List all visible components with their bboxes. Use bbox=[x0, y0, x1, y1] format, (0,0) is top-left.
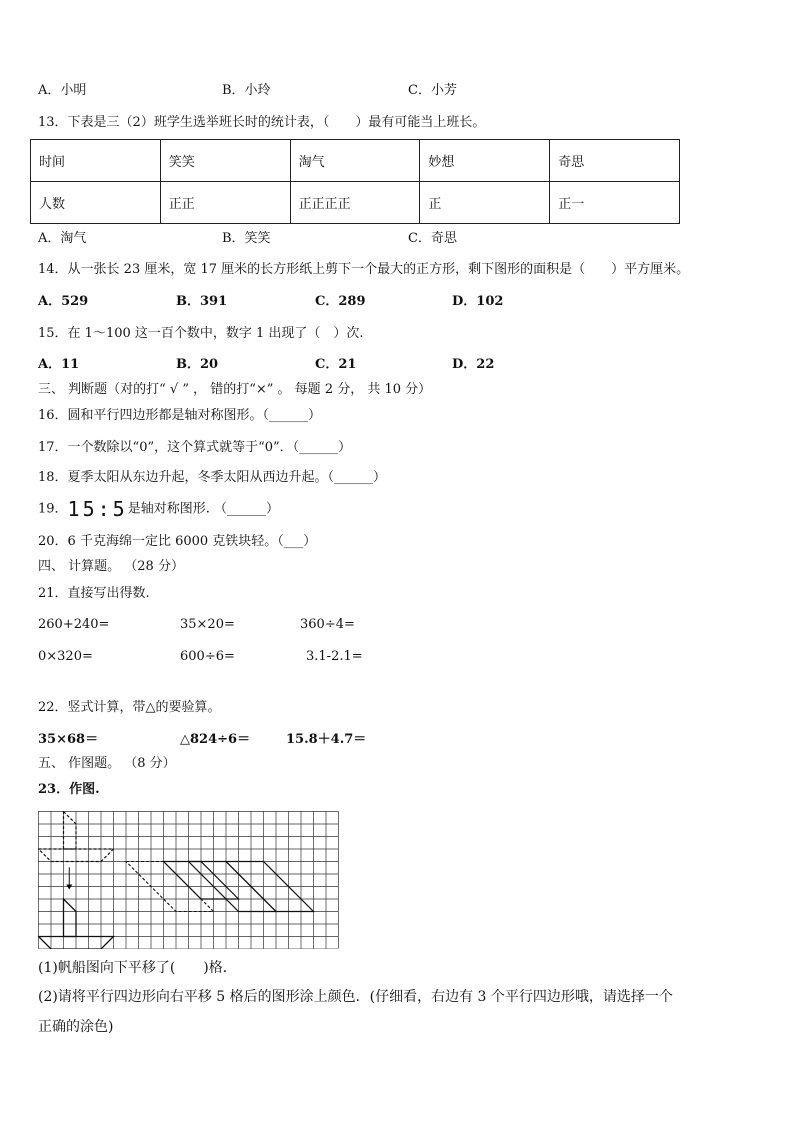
q14-option-a: A．529 bbox=[38, 294, 89, 309]
table-cell: 人数 bbox=[31, 182, 161, 224]
q14-stem: 14．从一张长 23 厘米，宽 17 厘米的长方形纸上剪下一个最大的正方形，剩下图形的面积是（ ）平方厘米。 bbox=[38, 262, 690, 277]
q12-option-a: A．小明 bbox=[38, 83, 87, 98]
vertical-calc-item: 35×68＝ bbox=[38, 732, 99, 747]
table-row bbox=[31, 182, 680, 224]
vertical-calc-item: △824÷6＝ bbox=[180, 732, 251, 747]
q23-sub1: (1)帆船图向下平移了( )格． bbox=[38, 960, 237, 976]
q13-option-c: C．奇思 bbox=[408, 231, 457, 246]
calc-item: 0×320= bbox=[38, 649, 93, 664]
q19-statement bbox=[38, 497, 279, 521]
q23-sub2-line2: 正确的涂色) bbox=[38, 1019, 114, 1035]
section-4-heading: 四、 计算题。 （28 分） bbox=[38, 559, 184, 574]
section-5-heading: 五、 作图题。 （8 分） bbox=[38, 756, 176, 771]
table-cell: 淘气 bbox=[290, 140, 420, 182]
q13-option-b: B．笑笑 bbox=[222, 231, 271, 246]
table-cell: 正一 bbox=[550, 182, 680, 224]
q15-stem: 15．在 1～100 这一百个数中，数字 1 出现了（ ）次. bbox=[38, 326, 364, 341]
q16-statement: 16．圆和平行四边形都是轴对称图形。（______） bbox=[38, 408, 322, 423]
q18-statement: 18．夏季太阳从东边升起，冬季太阳从西边升起。（______） bbox=[38, 470, 387, 485]
table-row bbox=[31, 140, 680, 182]
grid-figure bbox=[38, 811, 340, 949]
q14-option-d: D．102 bbox=[452, 294, 504, 309]
calc-item: 600÷6= bbox=[180, 649, 235, 664]
table-cell: 时间 bbox=[31, 140, 161, 182]
calc-item: 3.1-2.1= bbox=[306, 649, 363, 664]
vote-stats-table bbox=[30, 139, 680, 224]
q14-option-c: C．289 bbox=[315, 294, 366, 309]
q13-stem: 13．下表是三（2）班学生选举班长时的统计表，（ ）最有可能当上班长。 bbox=[38, 115, 486, 130]
q15-option-c: C．21 bbox=[315, 357, 357, 372]
section-3-heading: 三、 判断题（对的打“ √ ” ， 错的打“×” 。 每题 2 分， 共 10 分） bbox=[38, 382, 432, 397]
table-cell: 妙想 bbox=[420, 140, 550, 182]
table-cell: 笑笑 bbox=[160, 140, 290, 182]
q21-stem: 21．直接写出得数. bbox=[38, 586, 150, 601]
q23-sub2-line1: (2)请将平行四边形向右平移 5 格后的图形涂上颜色．(仔细看，右边有 3 个平行四边形哦，请选择一个 bbox=[38, 989, 673, 1005]
q15-option-b: B．20 bbox=[176, 357, 219, 372]
q15-option-d: D．22 bbox=[452, 357, 495, 372]
q15-option-a: A．11 bbox=[38, 357, 80, 372]
q23-stem: 23．作图. bbox=[38, 782, 100, 797]
calc-item: 260+240= bbox=[38, 617, 110, 632]
q12-option-c: C．小芳 bbox=[408, 83, 457, 98]
calc-item: 35×20= bbox=[180, 617, 235, 632]
q14-option-b: B．391 bbox=[176, 294, 228, 309]
arrow-head bbox=[66, 885, 72, 890]
q19-rest: 是轴对称图形. （______） bbox=[127, 501, 279, 517]
q19-number: 19． bbox=[38, 501, 68, 517]
seven-segment-digits: 15:5 bbox=[67, 497, 128, 521]
q13-option-a: A．淘气 bbox=[38, 231, 87, 246]
calc-item: 360÷4= bbox=[300, 617, 355, 632]
q22-stem: 22．竖式计算，带△的要验算。 bbox=[38, 700, 221, 715]
vertical-calc-item: 15.8＋4.7＝ bbox=[286, 732, 367, 747]
table-cell: 正 bbox=[420, 182, 550, 224]
table-cell: 正正 bbox=[160, 182, 290, 224]
q12-option-b: B．小玲 bbox=[222, 83, 271, 98]
dashed-sail bbox=[64, 812, 77, 850]
solid-sail bbox=[64, 899, 77, 937]
q20-statement: 20．6 千克海绵一定比 6000 克铁块轻。（___） bbox=[38, 534, 317, 549]
table-cell: 奇思 bbox=[550, 140, 680, 182]
q17-statement: 17．一个数除以“0”，这个算式就等于“0”．（______） bbox=[38, 440, 352, 455]
table-cell: 正正正正 bbox=[290, 182, 420, 224]
drawing-grid bbox=[38, 811, 340, 953]
